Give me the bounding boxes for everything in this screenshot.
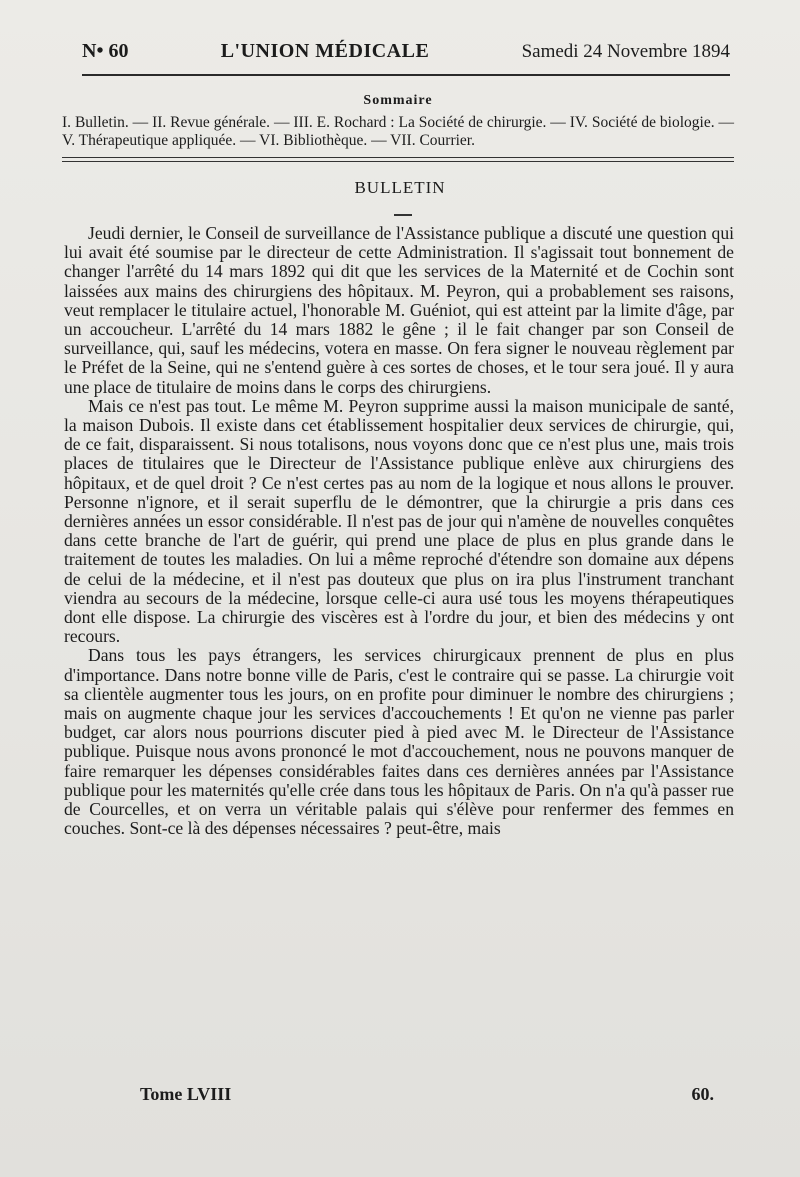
sommaire-text: I. Bulletin. — II. Revue générale. — III. E. Rochard : La Société de chirurgie. — IV. Société de biologie. — V. Thérapeutique appliquée. — VI. Bibliothèque. — VII. Courrier. [62, 114, 734, 149]
paragraph: Jeudi dernier, le Conseil de surveillance de l'Assistance publique a discuté une question qui lui avait été soumise par le directeur de cette Administration. Il s'agissait tout bonnement de changer l'arrêté du 14 mars 1892 qui dit que les services de la Maternité et de Cochin sont laissées aux mains des chirurgiens des hôpitaux. M. Peyron, qui a probablement ses raisons, veut remplacer le titulaire actuel, l'honorable M. Guéniot, qui est atteint par la limite d'âge, par un accoucheur. L'arrêté du 14 mars 1882 le gêne ; il le fait changer par son Conseil de surveillance, qui, sauf les médecins, votera en masse. On fera signer le nouveau règlement par le Préfet de la Seine, qui ne s'entend guère à ces sortes de choses, et le tour sera joué. Il y aura une place de titulaire de moins dans le corps des chirurgiens. [64, 223, 734, 397]
volume-label: Tome LVIII [140, 1084, 232, 1104]
sommaire-title: Sommaire [363, 93, 433, 108]
sheet-number: 60. [691, 1084, 714, 1104]
article-body [64, 224, 734, 839]
journal-title: L'UNION MÉDICALE [220, 40, 430, 62]
section-divider [62, 157, 734, 162]
page-footer [140, 1084, 714, 1105]
section-title: BULLETIN [354, 178, 446, 197]
table-of-contents [62, 92, 734, 150]
title-dash [394, 214, 412, 216]
issue-date: Samedi 24 Novembre 1894 [521, 41, 730, 62]
paragraph: Mais ce n'est pas tout. Le même M. Peyron supprime aussi la maison municipale de santé, la maison Dubois. Il existe dans cet établissement hospitalier deux services de chirurgie, qui, de ce fait, disparaissent. Si nous totalisons, nous voyons donc que ce n'est plus une, mais trois places de titulaires que le Directeur de l'Assistance publique enlève aux chirurgiens des hôpitaux, et de quel droit ? Ce n'est certes pas au nom de la logique et nous allons le prouver. Personne n'ignore, et il serait superflu de le démontrer, que la chirurgie a pris dans ces dernières années un essor considérable. Il n'est pas de jour qui n'amène de nouvelles conquêtes dans cette branche de l'art de guérir, qui prend une place de plus en plus grande dans le traitement de toutes les maladies. On lui a même reproché d'étendre son domaine aux dépens de celui de la médecine, et il n'est pas douteux que plus on ira plus l'instrument tranchant viendra au secours de la médecine, lorsque celle-ci aura usé tous les moyens thérapeutiques dont elle dispose. La chirurgie des viscères est à l'ordre du jour, et bien des médecins y ont recours. [64, 395, 734, 647]
issue-number: N• 60 [82, 40, 129, 62]
paragraph: Dans tous les pays étrangers, les services chirurgicaux prennent de plus en plus d'importance. Dans notre bonne ville de Paris, c'est le contraire qui se passe. La chirurgie voit sa clientèle augmenter tous les jours, on en profite pour diminuer le nombre des chirurgiens ; mais on augmente chaque jour les services d'accouchements ! Et qu'on ne vienne pas parler budget, car alors nous pourrions discuter pied à pied avec M. le Directeur de l'Assistance publique. Puisque nous avons prononcé le mot d'accouchement, nous ne pouvons manquer de faire remarquer les dépenses considérables faites dans ces dernières années par l'Assistance publique pour les maternités qu'elle crée dans tous les hôpitaux de Paris. On n'a qu'à passer rue de Courcelles, et on verra un véritable palais qui s'élève pour renfermer des femmes en couches. Sont-ce là des dépenses nécessaires ? peut-être, mais [64, 645, 734, 839]
page-header [82, 40, 730, 76]
